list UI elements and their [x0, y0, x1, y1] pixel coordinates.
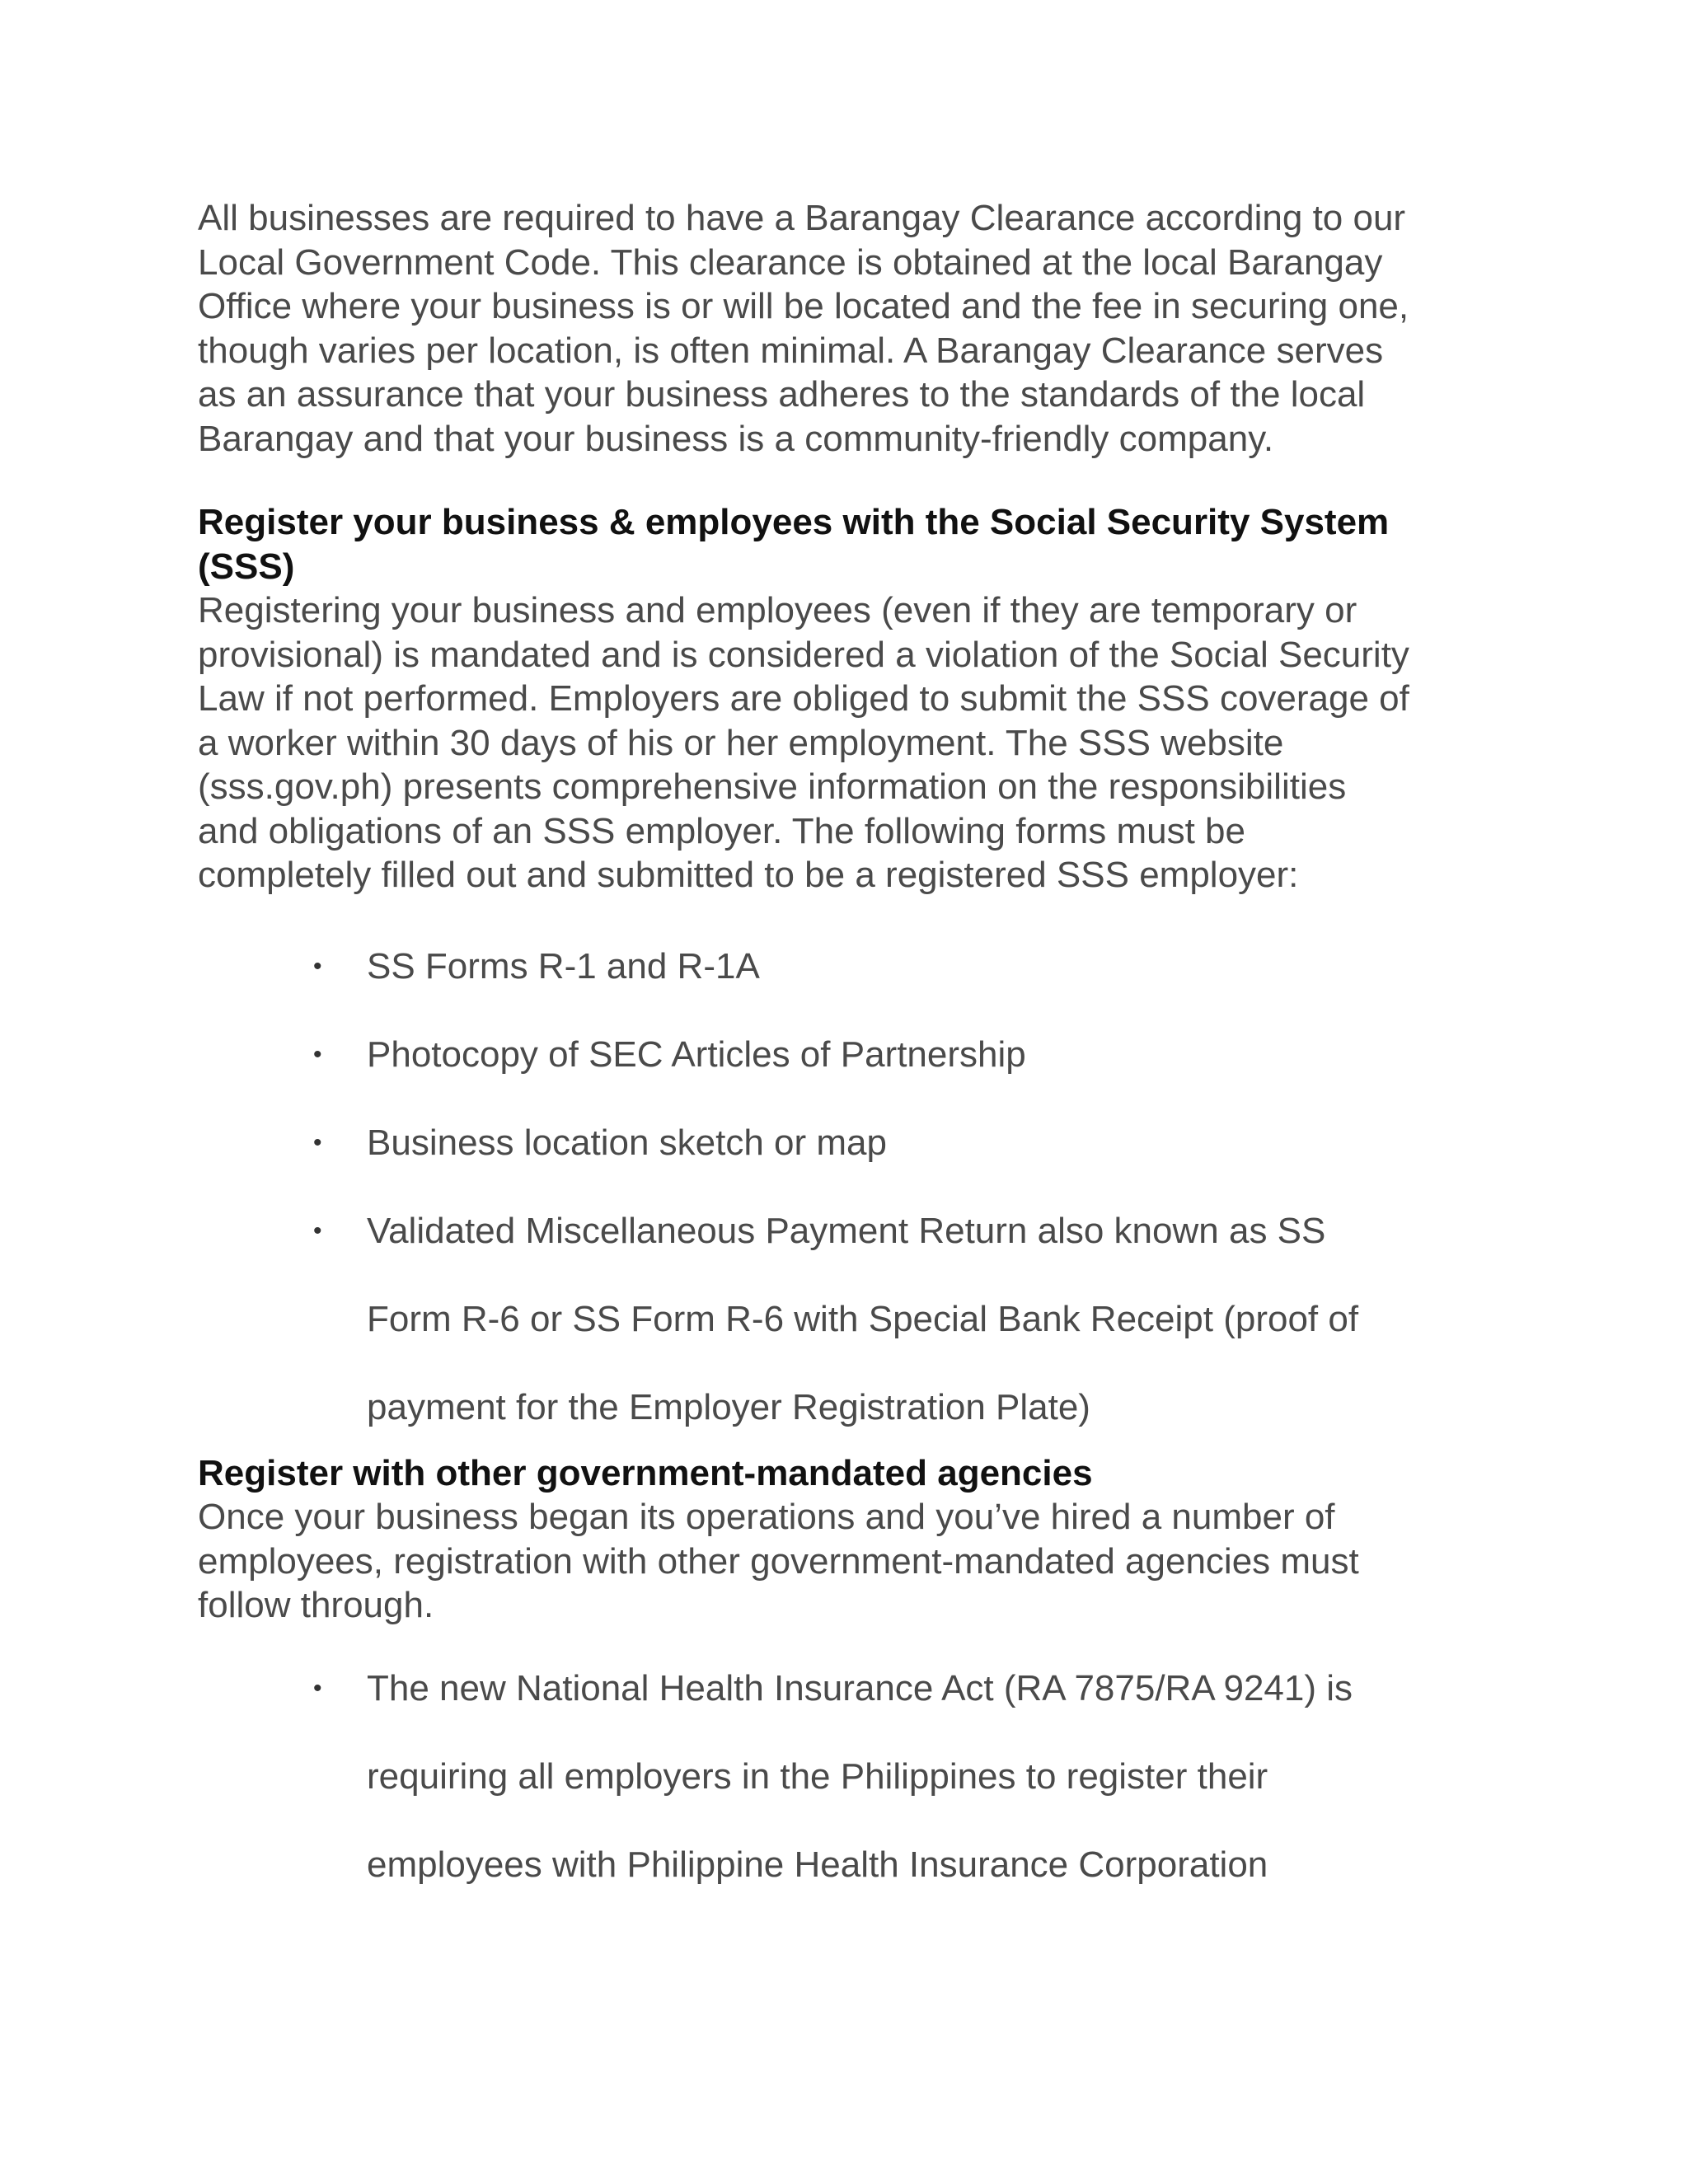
- paragraph-line: Barangay and that your business is a community-friendly company.: [198, 418, 1274, 459]
- paragraph-line: Office where your business is or will be located and the fee in securing one,: [198, 286, 1409, 326]
- list-item-text: Photocopy of SEC Articles of Partnership: [367, 1033, 1026, 1075]
- list-item: [198, 1099, 1500, 1187]
- paragraph-line: though varies per location, is often minimal. A Barangay Clearance serves: [198, 330, 1384, 371]
- paragraph-line: employees, registration with other government-mandated agencies must: [198, 1540, 1359, 1582]
- heading-line: (SSS): [198, 546, 295, 587]
- bullet-icon: •: [313, 1674, 322, 1702]
- paragraph-line: follow through.: [198, 1585, 434, 1625]
- list-item-text: SS Forms R-1 and R-1A: [367, 945, 760, 987]
- paragraph-line: Once your business began its operations and you’ve hired a number of: [198, 1497, 1335, 1537]
- agencies-section-heading: Register with other government-mandated agencies: [198, 1452, 1093, 1493]
- bullet-icon: •: [313, 1216, 322, 1244]
- list-item: [198, 1010, 1500, 1099]
- sss-forms-list: [198, 922, 1500, 1451]
- paragraph-line: Law if not performed. Employers are obliged to submit the SSS coverage of: [198, 678, 1409, 719]
- list-item-text: Validated Miscellaneous Payment Return also known as SS: [367, 1210, 1326, 1251]
- paragraph-line: a worker within 30 days of his or her employment. The SSS website: [198, 722, 1284, 763]
- list-item-text: Form R-6 or SS Form R-6 with Special Bank Receipt (proof of: [367, 1298, 1359, 1339]
- paragraph-line: and obligations of an SSS employer. The following forms must be: [198, 810, 1245, 851]
- paragraph-line: All businesses are required to have a Barangay Clearance according to our: [198, 198, 1406, 238]
- paragraph-line: as an assurance that your business adheres to the standards of the local: [198, 374, 1366, 415]
- paragraph-line: completely filled out and submitted to be a registered SSS employer:: [198, 855, 1299, 895]
- bullet-icon: •: [313, 1040, 322, 1068]
- agencies-list: [198, 1644, 1500, 1909]
- list-item-text: employees with Philippine Health Insurance Corporation: [367, 1844, 1268, 1885]
- list-item: [198, 1187, 1500, 1451]
- list-item: [198, 1644, 1500, 1909]
- barangay-clearance-paragraph: [198, 196, 1500, 461]
- paragraph-line: provisional) is mandated and is considered a violation of the Social Security: [198, 634, 1409, 675]
- paragraph-line: Registering your business and employees (even if they are temporary or: [198, 590, 1357, 630]
- heading-line: Register your business & employees with the Social Security System: [198, 502, 1390, 542]
- list-item-text: Business location sketch or map: [367, 1122, 887, 1163]
- sss-paragraph: [198, 588, 1500, 898]
- paragraph-line: (sss.gov.ph) presents comprehensive information on the responsibilities: [198, 766, 1347, 807]
- sss-section-heading: [198, 500, 1500, 588]
- agencies-paragraph: [198, 1495, 1500, 1628]
- paragraph-line: Local Government Code. This clearance is obtained at the local Barangay: [198, 241, 1383, 283]
- bullet-icon: •: [313, 1128, 322, 1156]
- bullet-icon: •: [313, 952, 322, 980]
- list-item-text: payment for the Employer Registration Plate): [367, 1386, 1090, 1427]
- list-item-text: The new National Health Insurance Act (RA 7875/RA 9241) is: [367, 1667, 1353, 1708]
- document-page: [198, 196, 1500, 1909]
- list-item: [198, 922, 1500, 1010]
- list-item-text: requiring all employers in the Philippines to register their: [367, 1755, 1268, 1797]
